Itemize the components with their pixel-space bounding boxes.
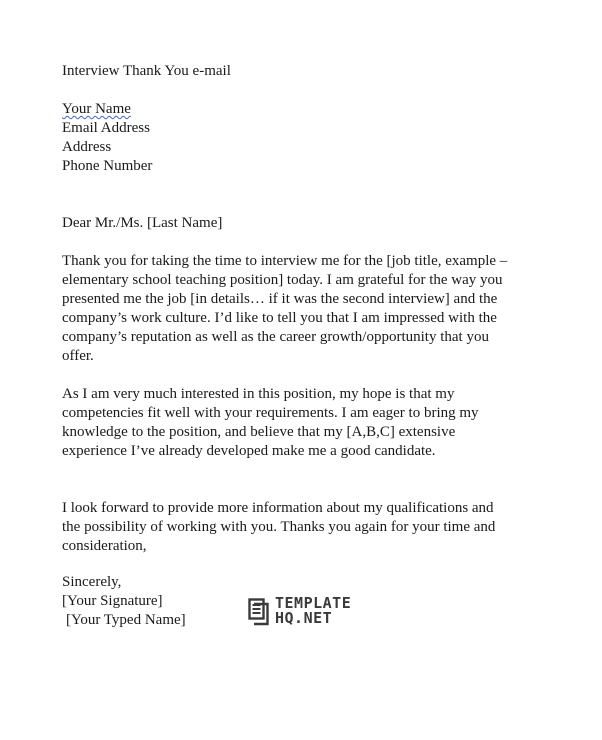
watermark-line-1: TEMPLATE xyxy=(275,594,352,612)
watermark-text xyxy=(275,596,351,626)
greeting xyxy=(62,214,522,233)
watermark-line-2: HQ.NET xyxy=(275,609,333,627)
title-text: Interview Thank You e-mail xyxy=(62,63,231,79)
typed-name-text: [Your Typed Name] xyxy=(66,612,186,628)
sender-phone: Phone Number xyxy=(62,158,153,174)
sender-name xyxy=(62,100,522,119)
signature-text: [Your Signature] xyxy=(62,593,163,609)
sender-name-text: Your Name xyxy=(62,101,131,117)
closing-text: Sincerely, xyxy=(62,574,122,590)
greeting-text: Dear Mr./Ms. [Last Name] xyxy=(62,215,223,231)
sender-address: Address xyxy=(62,139,112,155)
paragraph-3: I look forward to provide more information about my qualifications and the possibility of working with you. Thanks you again for your time and consideration, xyxy=(62,500,496,554)
templatehq-watermark xyxy=(248,596,368,630)
document-icon xyxy=(248,598,270,626)
document-title xyxy=(62,62,522,81)
sender-block xyxy=(62,100,522,176)
sender-email: Email Address xyxy=(62,120,150,136)
paragraph-2: As I am very much interested in this position, my hope is that my competencies fit well with your requirements. I am eager to bring my knowledge to the position, and believe that my [A,B,C] extensive experience I’ve already developed make me a good candidate. xyxy=(62,386,479,459)
paragraph-1: Thank you for taking the time to interview me for the [job title, example – elementary school teaching position] today. I am grateful for the way you presented me the job [in details… if it was the second interview] and the company’s work culture. I’d like to tell you that I am impressed with the company’s reputation as well as the career growth/opportunity that you offer. xyxy=(62,253,508,364)
